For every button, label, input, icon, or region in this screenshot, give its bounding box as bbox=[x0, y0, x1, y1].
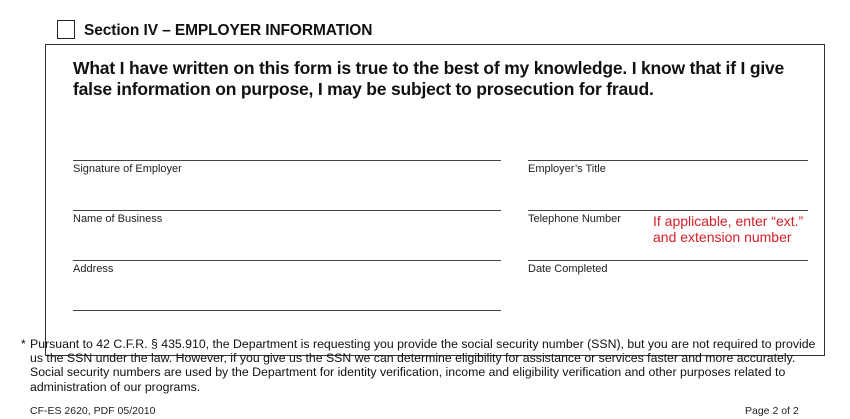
ssn-footnote: Pursuant to 42 C.F.R. § 435.910, the Department is requesting you provide the social security number (SSN), but you are not required to provide us the SSN under the law. However, if you give us the SSN we can determine eligibility for assistance or services faster and more accurately. Social security numbers are used by the Department for identity verification, income and eligibility verification and other purposes related to administration of our programs. bbox=[30, 337, 816, 394]
business-name-label: Name of Business bbox=[73, 213, 163, 225]
date-completed-label: Date Completed bbox=[528, 263, 608, 275]
section-checkbox[interactable] bbox=[57, 20, 75, 39]
telephone-label: Telephone Number bbox=[528, 213, 621, 225]
signature-label: Signature of Employer bbox=[73, 163, 182, 175]
page-number: Page 2 of 2 bbox=[745, 405, 799, 417]
signature-line[interactable] bbox=[73, 160, 501, 161]
footnote-star: * bbox=[21, 337, 26, 351]
address-label: Address bbox=[73, 263, 114, 275]
address-line-1[interactable] bbox=[73, 260, 501, 261]
employer-title-line[interactable] bbox=[528, 160, 808, 161]
telephone-line[interactable] bbox=[528, 210, 808, 211]
certification-statement: What I have written on this form is true to the best of my knowledge. I know that if I give false information on purpose, I may be subject to prosecution for fraud. bbox=[73, 58, 785, 99]
business-name-line[interactable] bbox=[73, 210, 501, 211]
address-line-2[interactable] bbox=[73, 310, 501, 311]
employer-title-label: Employer’s Title bbox=[528, 163, 606, 175]
section-title: Section IV – EMPLOYER INFORMATION bbox=[84, 22, 373, 39]
date-completed-line[interactable] bbox=[528, 260, 808, 261]
form-id: CF-ES 2620, PDF 05/2010 bbox=[30, 405, 156, 417]
extension-note: If applicable, enter “ext.” and extension number bbox=[653, 213, 804, 245]
